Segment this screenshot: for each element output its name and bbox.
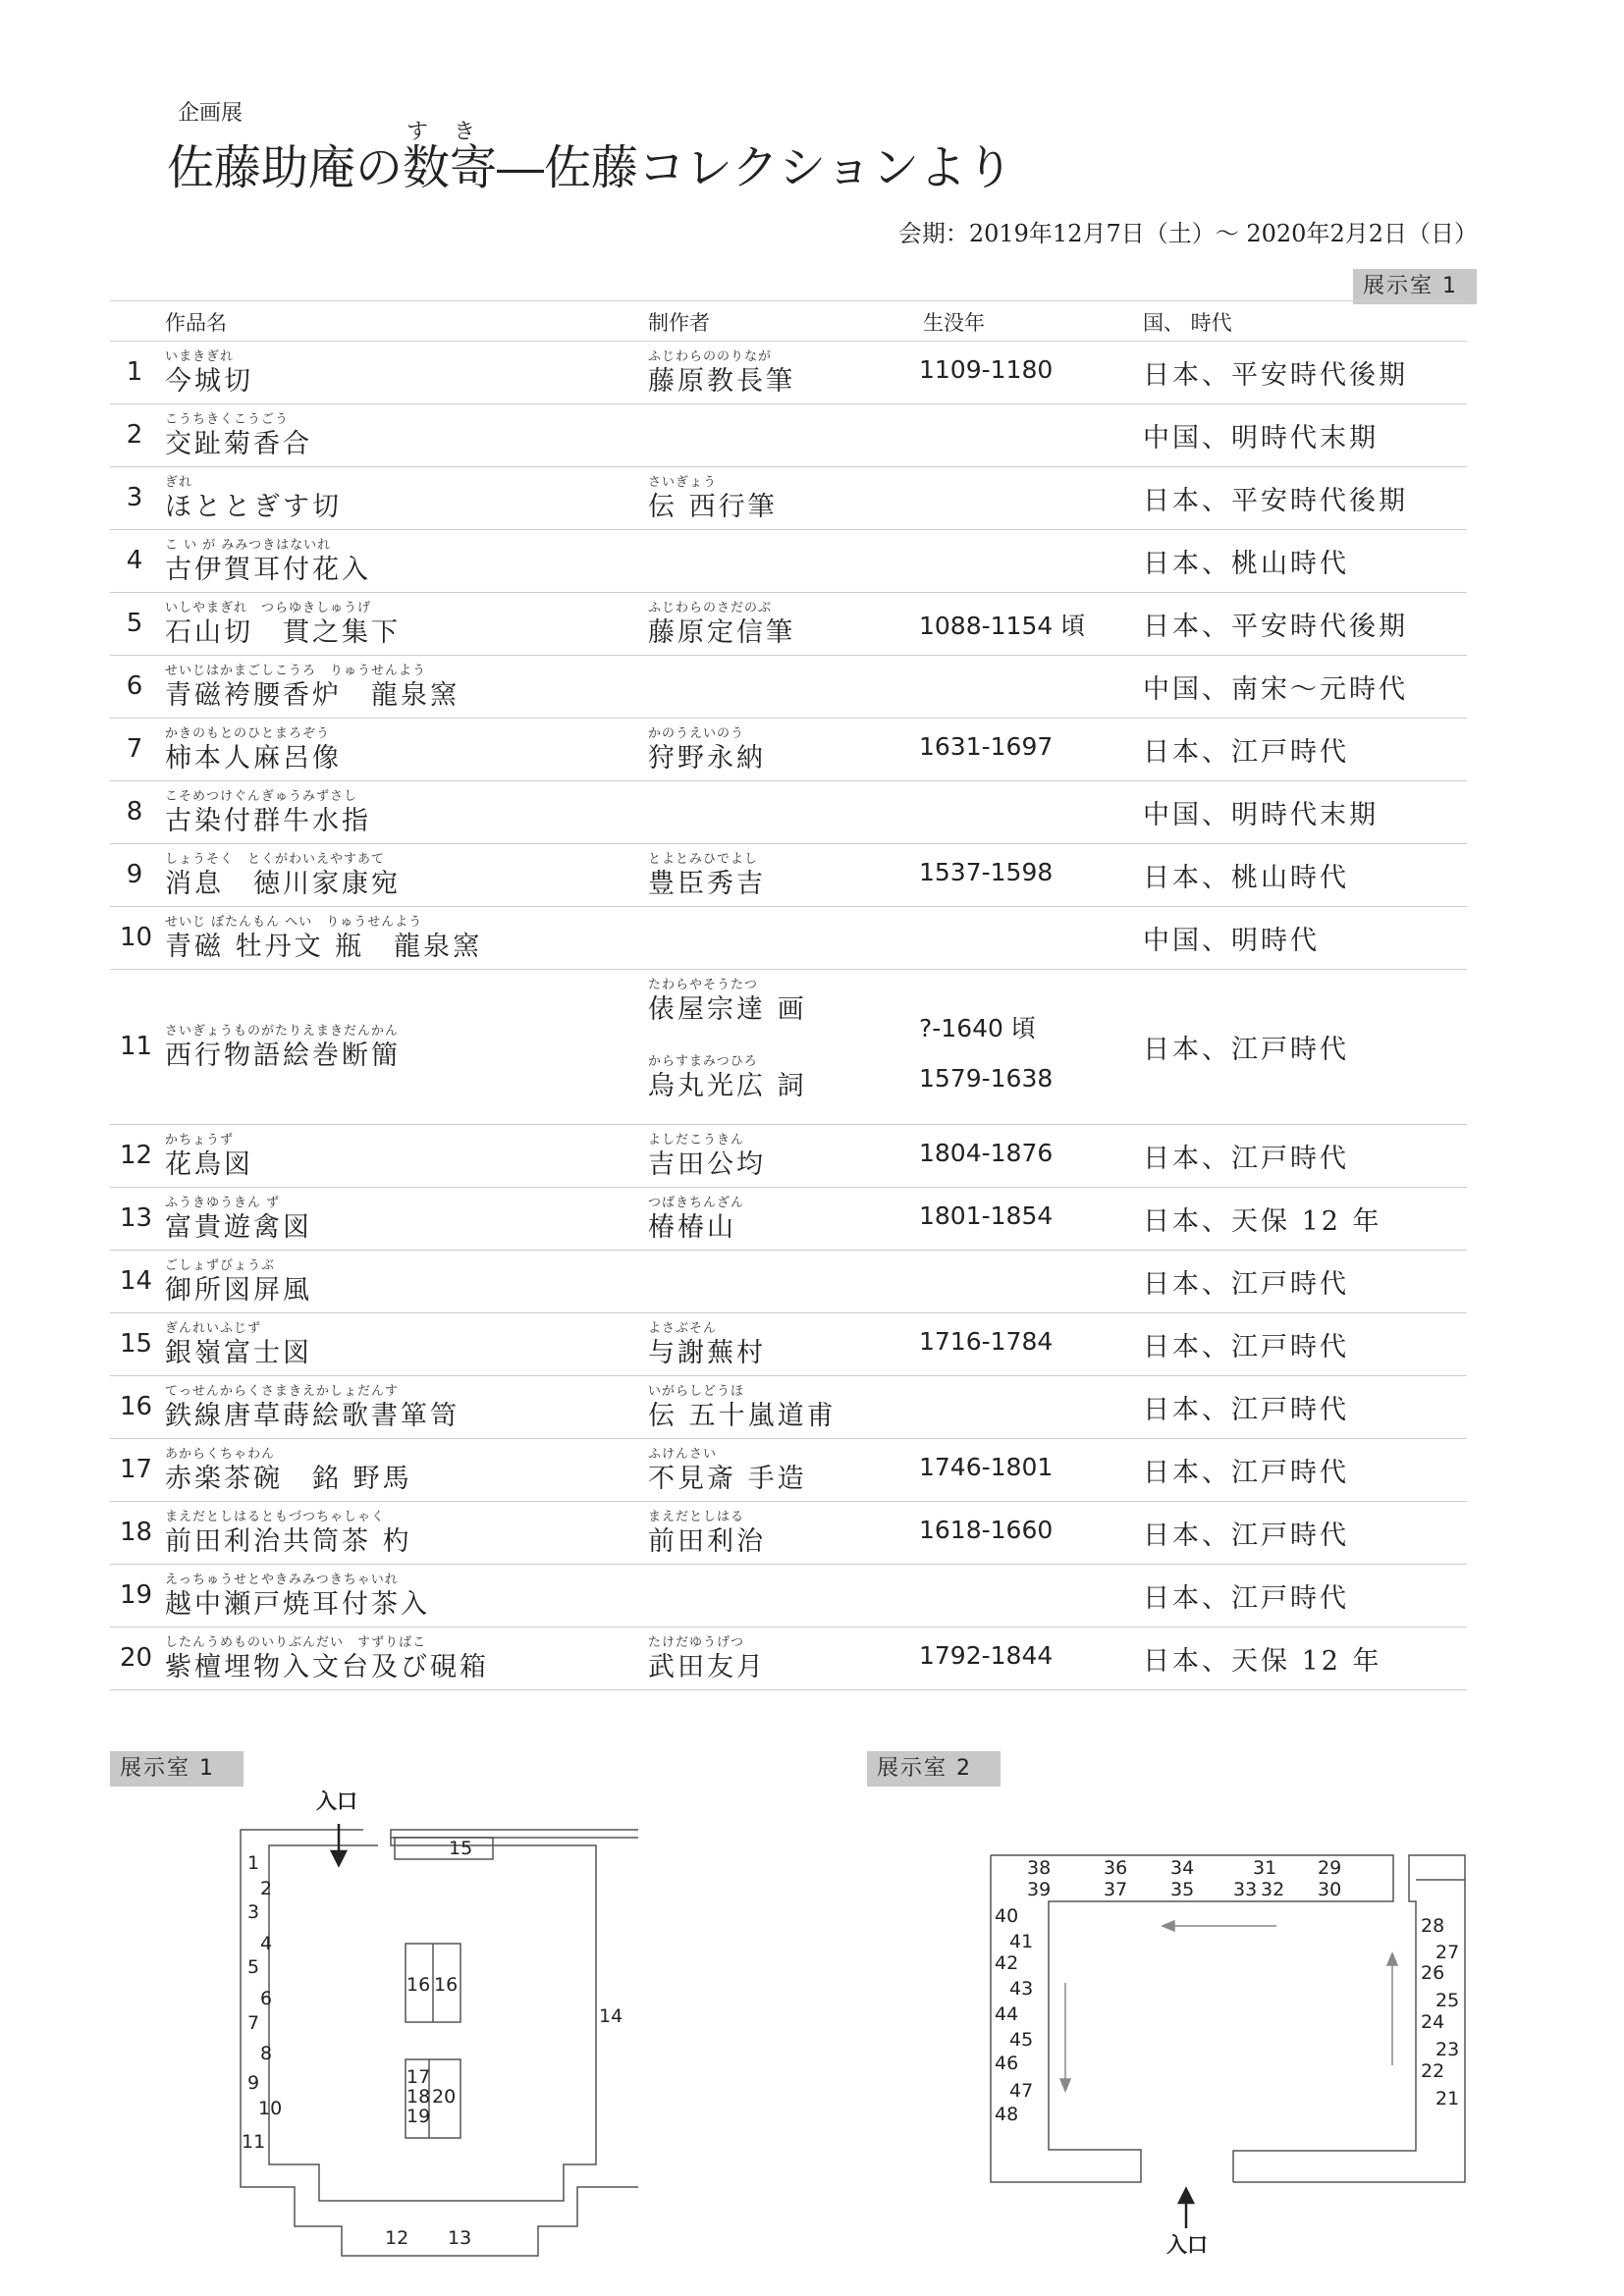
work-name: 富貴遊禽図 [165,1212,312,1243]
maker [648,593,795,650]
room2-num-39: 39 [1027,1879,1052,1900]
room1-num-12: 12 [385,2227,409,2249]
table-row [110,530,1467,593]
maker-name: 伝 五十嵐道甫 [648,1401,837,1431]
table-row [110,342,1467,404]
maker [648,1376,837,1433]
maker-reading: つばきちんざん [648,1196,745,1210]
work-ruby-block [165,1188,312,1245]
room2-num-32: 32 [1261,1879,1285,1900]
maker-ruby-block [648,1628,766,1684]
work-reading: ぎれ [165,475,193,490]
work-reading: こ い が みみつきはないれ [165,538,332,553]
room2-num-40: 40 [995,1905,1019,1927]
work-reading: せいじ ぼたんもん へい りゅうせんよう [165,915,423,930]
work-ruby-block [165,907,482,964]
maker-name: 武田友月 [648,1652,766,1682]
table-row [110,907,1467,970]
table-row [110,970,1467,1125]
room2-num-31: 31 [1253,1857,1277,1879]
maker-ruby-block [648,1188,744,1245]
work-ruby-block [165,1502,412,1559]
life-dates: 1792-1844 [919,1641,1054,1670]
table-row [110,1313,1467,1376]
work-reading: さいぎょうものがたりえまきだんかん [165,1024,400,1039]
title-ruby-base: 数寄 [403,140,498,195]
maker-ruby-block [648,970,807,1027]
country-era: 日本、江戸時代 [1143,737,1349,768]
room1-num-15: 15 [449,1838,473,1859]
life-dates: 1804-1876 [919,1139,1054,1167]
room2-num-42: 42 [995,1952,1019,1974]
work-reading: えっちゅうせとやきみみつきちゃいれ [165,1573,399,1587]
row-number: 7 [126,734,143,764]
row-number: 12 [120,1141,153,1170]
maker-reading: かのうえいのう [648,726,745,741]
country-era: 日本、平安時代後期 [1143,360,1408,391]
room1-plan-label: 展示室 1 [110,1751,244,1787]
room2-num-23: 23 [1435,2039,1460,2060]
room1-floorplan [226,1787,638,2268]
work-reading: こそめつけぐんぎゅうみずさし [165,789,358,804]
room1-num-13: 13 [448,2227,472,2249]
work-ruby-block [165,656,460,713]
work-title [165,656,460,713]
room2-route-arrow-top-icon [1163,1921,1276,1931]
work-reading: まえだとしはるともづつちゃしゃく [165,1510,386,1524]
country-era: 中国、南宋～元時代 [1143,674,1408,705]
room1-num-7: 7 [247,2012,260,2034]
table-row [110,1439,1467,1502]
maker-name: 藤原定信筆 [648,617,795,648]
work-reading: てっせんからくさまきえかしょだんす [165,1384,400,1399]
work-title [165,719,342,775]
table-row [110,1251,1467,1313]
row-number: 5 [126,609,143,638]
exhibition-title [167,120,1013,207]
work-name: ほととぎす切 [165,492,342,522]
life-dates: ?-1640 頃 [919,1014,1036,1042]
work-title [165,1376,460,1433]
maker [648,970,807,1027]
maker [648,1125,766,1182]
work-ruby-block [165,1565,430,1622]
work-name: 古伊賀耳付花入 [165,555,371,585]
room2-num-26: 26 [1421,1962,1445,1984]
work-title [165,1251,312,1308]
row-number: 17 [120,1455,153,1484]
room2-route-arrow-right-icon [1387,1953,1397,2065]
work-reading: いまきぎれ [165,349,235,364]
table-row [110,781,1467,844]
artwork-table [110,300,1467,1690]
maker-name: 椿椿山 [648,1212,736,1243]
room1-num-11: 11 [242,2131,266,2153]
row-number: 2 [126,420,143,450]
room2-num-47: 47 [1009,2080,1034,2102]
work-name: 青磁 牡丹文 瓶 龍泉窯 [165,932,483,962]
maker [648,844,766,901]
work-reading: せいじはかまごしこうろ りゅうせんよう [165,664,427,678]
title-ruby-reading: すき [403,120,498,144]
work-title [165,844,401,901]
life-dates: 1109-1180 [919,355,1054,384]
work-name: 銀嶺富士図 [165,1338,312,1368]
room1-num-6: 6 [260,1988,273,2009]
country-era: 日本、平安時代後期 [1143,486,1408,516]
work-name: 交趾菊香合 [165,429,312,459]
table-row [110,404,1467,467]
room1-case-top [395,1838,493,1859]
work-title [165,1502,412,1559]
maker-reading: たけだゆうげつ [648,1635,745,1650]
work-ruby-block [165,1251,312,1308]
maker-ruby-block [648,1502,766,1559]
row-number: 13 [120,1203,153,1233]
room1-entrance-label: 入口 [316,1789,357,1813]
maker-reading: いがらしどうほ [648,1384,745,1399]
life-dates-secondary: 1579-1638 [919,1064,1054,1093]
room2-num-25: 25 [1435,1990,1460,2011]
row-number: 11 [120,1032,153,1061]
maker-reading: よさぶそん [648,1321,718,1336]
room2-num-34: 34 [1170,1857,1195,1879]
country-era: 日本、江戸時代 [1143,1458,1349,1488]
country-era: 日本、平安時代後期 [1143,612,1408,642]
table-row [110,1565,1467,1628]
maker-ruby-block [648,467,778,524]
row-number: 20 [120,1643,153,1673]
work-title [165,1188,312,1245]
room2-entrance-label: 入口 [1166,2233,1208,2257]
table-row [110,1502,1467,1565]
maker-ruby-block [648,1125,766,1182]
room2-num-41: 41 [1009,1931,1034,1952]
col-header-maker: 制作者 [648,311,710,335]
room2-num-38: 38 [1027,1857,1052,1879]
life-dates: 1716-1784 [919,1327,1054,1356]
work-ruby-block [165,844,401,901]
work-name: 赤楽茶碗 銘 野馬 [165,1464,412,1494]
maker-name: 吉田公均 [648,1149,766,1180]
room2-num-30: 30 [1318,1879,1342,1900]
maker-reading: たわらやそうたつ [648,978,759,992]
maker [648,467,778,524]
row-number: 19 [120,1580,153,1610]
work-reading: したんうめものいりぶんだい すずりばこ [165,1635,427,1650]
row-number: 4 [126,546,143,575]
work-name: 西行物語絵巻断簡 [165,1041,401,1071]
row-number: 14 [120,1266,153,1296]
room2-num-28: 28 [1421,1915,1445,1937]
exhibition-period: 会期：2019年12月7日（土）～ 2020年2月2日（日） [897,220,1478,247]
table-row [110,1125,1467,1188]
table-row [110,1628,1467,1690]
work-name: 石山切 貫之集下 [165,617,401,648]
work-ruby-block [165,593,401,650]
room1-num-17: 17 [406,2066,431,2088]
work-ruby-block [165,530,371,587]
room2-num-33: 33 [1233,1879,1258,1900]
room1-tag: 展示室 1 [1353,269,1477,304]
country-era: 日本、江戸時代 [1143,1521,1349,1551]
work-name: 紫檀埋物入文台及び硯箱 [165,1652,489,1682]
room2-num-29: 29 [1318,1857,1342,1879]
work-reading: ふうきゆうきん ず [165,1196,281,1210]
row-number: 10 [120,923,153,952]
maker-ruby-block [648,342,795,399]
room2-num-27: 27 [1435,1942,1460,1963]
work-name: 柿本人麻呂像 [165,743,342,774]
work-title [165,1313,312,1370]
room2-num-48: 48 [995,2104,1019,2125]
room1-num-14: 14 [599,2005,623,2027]
maker-name: 豊臣秀吉 [648,869,766,899]
work-title [165,1439,412,1496]
country-era: 日本、江戸時代 [1143,1583,1349,1614]
maker-name: 藤原教長筆 [648,366,795,397]
row-number: 18 [120,1518,153,1547]
life-dates: 1631-1697 [919,732,1054,761]
maker-reading: ふじわらのさだのぶ [648,601,773,615]
work-title [165,342,253,399]
room1-num-8: 8 [260,2043,273,2064]
work-ruby-block [165,1628,489,1684]
room1-num-4: 4 [260,1933,273,1954]
room1-num-1: 1 [247,1852,260,1874]
maker-ruby-block [648,1439,807,1496]
work-name: 青磁袴腰香炉 龍泉窯 [165,680,460,711]
row-number: 3 [126,483,143,512]
maker-name: 伝 西行筆 [648,492,778,522]
maker-name: 与謝蕪村 [648,1338,766,1368]
room2-plan-label: 展示室 2 [867,1751,1001,1787]
work-title [165,1565,430,1622]
work-ruby-block [165,719,342,775]
room1-num-16a: 16 [406,1974,431,1996]
maker-name: 不見斎 手造 [648,1464,807,1494]
table-row [110,1376,1467,1439]
country-era: 日本、江戸時代 [1143,1395,1349,1425]
col-header-era: 国、 時代 [1143,311,1232,335]
title-prefix: 佐藤助庵の [167,140,404,195]
room1-outer-wall [241,1830,638,2256]
maker2-reading: からすまみつひろ [648,1054,758,1069]
work-name: 越中瀬戸焼耳付茶入 [165,1589,430,1620]
room1-num-2: 2 [260,1878,273,1899]
work-ruby-block [165,342,253,399]
room2-num-36: 36 [1104,1857,1128,1879]
work-ruby-block [165,1439,412,1496]
maker-reading: さいぎょう [648,475,718,490]
maker2-ruby-block [648,1046,807,1103]
table-row [110,467,1467,530]
life-dates: 1801-1854 [919,1201,1054,1230]
work-name: 消息 徳川家康宛 [165,869,401,899]
room1-num-18: 18 [406,2086,431,2108]
maker-name: 俵屋宗達 画 [648,994,807,1025]
maker [648,1628,766,1684]
work-ruby-block [165,1376,460,1433]
room2-entrance-arrow-icon [1179,2189,1193,2228]
life-dates: 1088-1154 頃 [919,612,1086,640]
table-row [110,844,1467,907]
table-row [110,719,1467,781]
title-ruby-word [403,120,498,195]
work-ruby-block [165,1313,312,1370]
work-name: 御所図屏風 [165,1275,312,1306]
work-reading: ごしょずびょうぶ [165,1258,276,1273]
country-era: 中国、明時代 [1143,926,1320,956]
work-name: 鉄線唐草蒔絵歌書箪笥 [165,1401,460,1431]
maker [648,1188,744,1245]
life-dates: 1537-1598 [919,858,1054,886]
work-title [165,404,312,461]
room2-route-arrow-left-icon [1060,1983,1070,2091]
work-reading: こうちきくこうごう [165,412,290,427]
work-name: 今城切 [165,366,253,397]
room1-num-20: 20 [432,2086,457,2108]
row-number: 6 [126,671,143,701]
country-era: 日本、江戸時代 [1143,1144,1349,1174]
row-number: 16 [120,1392,153,1421]
maker-reading: よしだこうきん [648,1133,745,1148]
country-era: 日本、江戸時代 [1143,1269,1349,1300]
work-reading: あからくちゃわん [165,1447,276,1462]
work-title [165,1628,489,1684]
work-title [165,907,482,964]
room1-num-10: 10 [258,2098,283,2119]
maker [648,1439,807,1496]
maker-reading: とよとみひでよし [648,852,759,867]
work-reading: ぎんれいふじず [165,1321,262,1336]
room2-num-21: 21 [1435,2088,1460,2109]
work-ruby-block [165,1125,253,1182]
exhibition-type-label: 企画展 [178,101,244,126]
room1-num-9: 9 [247,2072,260,2094]
room2-num-46: 46 [995,2053,1019,2074]
work-title [165,467,342,524]
work-title [165,593,401,650]
room2-num-45: 45 [1009,2029,1034,2051]
table-body [110,342,1467,1690]
maker-ruby-block [648,719,766,775]
room1-num-5: 5 [247,1956,260,1978]
room2-outer-wall [991,1855,1393,2182]
maker-reading: ふじわらののりなが [648,349,773,364]
country-era: 日本、江戸時代 [1143,1035,1349,1065]
room1-num-3: 3 [247,1901,260,1923]
title-suffix: ―佐藤コレクションより [497,140,1014,195]
row-number: 8 [126,797,143,827]
room1-num-16b: 16 [434,1974,459,1996]
maker-name: 前田利治 [648,1526,766,1557]
maker-ruby-block [648,593,795,650]
life-dates: 1618-1660 [919,1516,1054,1544]
maker2-name: 烏丸光広 詞 [648,1071,807,1101]
work-reading: かちょうず [165,1133,235,1148]
country-era: 日本、桃山時代 [1143,549,1349,579]
table-row [110,656,1467,719]
work-reading: いしやまぎれ つらゆきしゅうげ [165,601,372,615]
work-name: 前田利治共筒茶 杓 [165,1526,412,1557]
table-row [110,593,1467,656]
country-era: 日本、桃山時代 [1143,863,1349,893]
row-number: 1 [126,357,143,387]
work-title [165,530,371,587]
table-row [110,1188,1467,1251]
country-era: 日本、天保 12 年 [1143,1206,1382,1237]
room2-num-43: 43 [1009,1978,1034,2000]
work-name: 花鳥図 [165,1149,253,1180]
country-era: 中国、明時代末期 [1143,800,1379,830]
room1-num-19: 19 [406,2106,431,2127]
maker-ruby-block [648,1313,766,1370]
row-number: 9 [126,860,143,889]
room2-num-37: 37 [1104,1879,1128,1900]
maker-reading: ふけんさい [648,1447,718,1462]
country-era: 日本、天保 12 年 [1143,1646,1382,1677]
work-ruby-block [165,1016,401,1073]
work-ruby-block [165,467,342,524]
room2-num-24: 24 [1421,2011,1445,2033]
country-era: 中国、明時代末期 [1143,423,1379,454]
maker-ruby-block [648,844,766,901]
row-number: 15 [120,1329,153,1359]
maker-name: 狩野永納 [648,743,766,774]
maker-secondary [648,1046,807,1103]
life-dates: 1746-1801 [919,1453,1054,1481]
work-reading: しょうそく とくがわいえやすあて [165,852,386,867]
maker-ruby-block [648,1376,837,1433]
table-header [110,300,1467,342]
work-reading: かきのもとのひとまろぞう [165,726,331,741]
country-era: 日本、江戸時代 [1143,1332,1349,1362]
maker [648,1313,766,1370]
work-title [165,781,371,838]
room2-num-22: 22 [1421,2060,1445,2082]
work-name: 古染付群牛水指 [165,806,371,836]
col-header-work: 作品名 [165,311,227,335]
maker [648,1502,766,1559]
work-title [165,1125,253,1182]
maker-reading: まえだとしはる [648,1510,745,1524]
maker [648,719,766,775]
room2-num-35: 35 [1170,1879,1195,1900]
maker [648,342,795,399]
work-ruby-block [165,781,371,838]
work-ruby-block [165,404,312,461]
col-header-dates: 生没年 [923,311,985,335]
room2-floorplan [982,1845,1483,2258]
room2-num-44: 44 [995,2003,1019,2025]
work-title [165,1016,401,1073]
